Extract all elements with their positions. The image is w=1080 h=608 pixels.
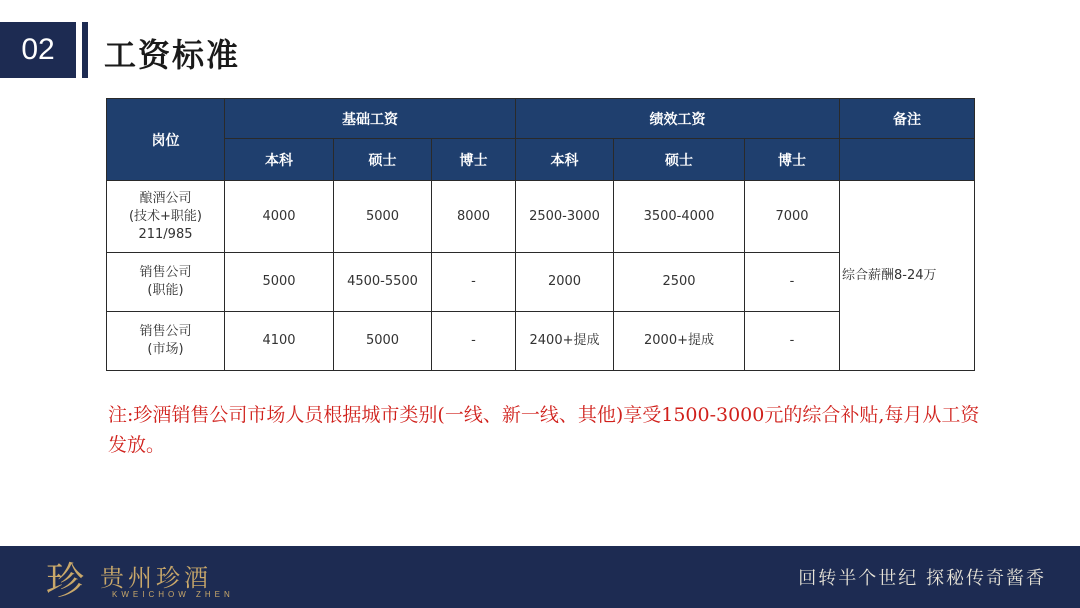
- header-remarks: 备注: [840, 99, 975, 139]
- salary-cell: 7000: [745, 181, 840, 253]
- salary-cell: -: [432, 253, 516, 312]
- table-row: [107, 181, 975, 253]
- salary-cell: 2500: [614, 253, 745, 312]
- header-position: 岗位: [107, 99, 225, 181]
- subheader-master: 硕士: [334, 139, 432, 181]
- section-divider-bar: [82, 22, 88, 78]
- header-performance-salary: 绩效工资: [516, 99, 840, 139]
- salary-cell: 2000+提成: [614, 312, 745, 371]
- position-line: (技术+职能): [128, 208, 203, 224]
- section-number: 02: [0, 22, 76, 78]
- position-line: 211/985: [138, 226, 193, 242]
- page-title: 工资标准: [104, 36, 241, 74]
- salary-cell: 2400+提成: [516, 312, 614, 371]
- salary-cell: 4000: [225, 181, 334, 253]
- slogan: 回转半个世纪 探秘传奇酱香: [798, 568, 1046, 589]
- salary-cell: 2500-3000: [516, 181, 614, 253]
- header-base-salary: 基础工资: [225, 99, 516, 139]
- salary-cell: 5000: [225, 253, 334, 312]
- salary-cell: 8000: [432, 181, 516, 253]
- salary-cell: 5000: [334, 312, 432, 371]
- salary-cell: 2000: [516, 253, 614, 312]
- position-line: 销售公司: [139, 324, 192, 339]
- brand-logo-icon: 珍: [45, 558, 84, 603]
- salary-cell: -: [745, 253, 840, 312]
- position-line: 酿酒公司: [139, 190, 192, 206]
- position-cell: [107, 312, 225, 371]
- position-cell: [107, 253, 225, 312]
- subheader-doctor: 博士: [745, 139, 840, 181]
- brand-subtitle: KWEICHOW ZHEN: [112, 590, 234, 599]
- position-line: (职能): [147, 283, 184, 298]
- salary-cell: 4100: [225, 312, 334, 371]
- position-line: (市场): [147, 342, 184, 357]
- salary-cell: 3500-4000: [614, 181, 745, 253]
- salary-cell: 5000: [334, 181, 432, 253]
- remark-cell: 综合薪酬8-24万: [840, 181, 975, 371]
- salary-cell: -: [745, 312, 840, 371]
- salary-cell: 4500-5500: [334, 253, 432, 312]
- subheader-remarks-blank: [840, 139, 975, 181]
- subheader-doctor: 博士: [432, 139, 516, 181]
- position-line: 销售公司: [139, 265, 192, 280]
- footnote: 注:珍酒销售公司市场人员根据城市类别(一线、新一线、其他)享受1500-3000元的综合补贴,每月从工资发放。: [108, 404, 980, 456]
- salary-cell: -: [432, 312, 516, 371]
- subheader-bachelor: 本科: [225, 139, 334, 181]
- subheader-master: 硕士: [614, 139, 745, 181]
- footer-bar: [0, 546, 1080, 608]
- position-cell: [107, 181, 225, 253]
- subheader-bachelor: 本科: [516, 139, 614, 181]
- salary-table: [106, 98, 975, 371]
- brand-name: 贵州珍酒: [100, 564, 212, 592]
